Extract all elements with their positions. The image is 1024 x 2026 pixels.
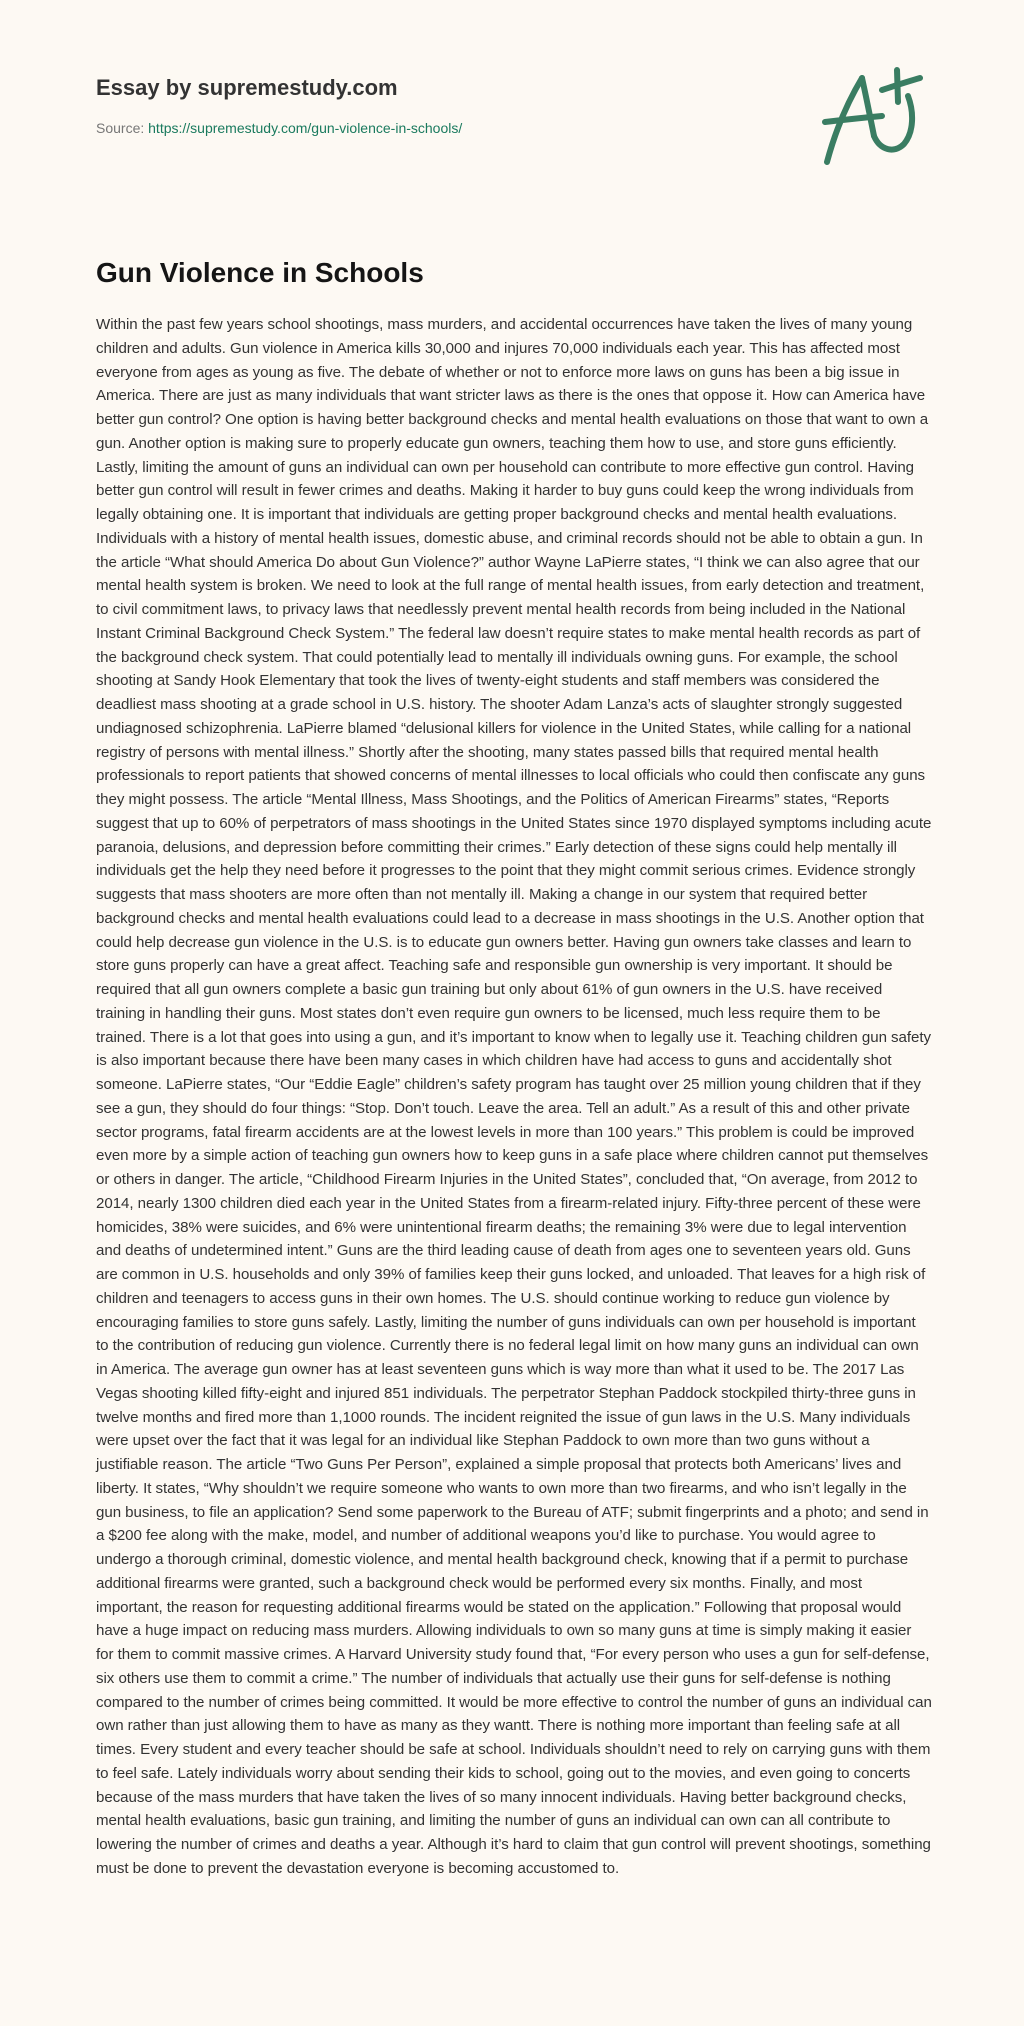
article-title: Gun Violence in Schools bbox=[96, 257, 424, 288]
a-plus-grade-icon bbox=[822, 66, 930, 170]
source-link[interactable]: https://supremestudy.com/gun-violence-in-schools/ bbox=[148, 120, 463, 136]
source-line bbox=[96, 119, 796, 137]
site-title: Essay by supremestudy.com bbox=[96, 75, 398, 100]
essay-article bbox=[96, 255, 932, 1881]
article-body: Within the past few years school shootings, mass murders, and accidental occurrences have taken the lives of many young children and adults. Gun violence in America kills 30,000 and injures 70,000 individuals each year. This has affected most everyone from ages as young as five. The debate of whether or not to enforce more laws on guns has been a big issue in America. There are just as many individuals that want stricter laws as there is the ones that oppose it. How can America have better gun control? One option is having better background checks and mental health evaluations on those that want to own a gun. Another option is making sure to properly educate gun owners, teaching them how to use, and store guns efficiently. Lastly, limiting the amount of guns an individual can own per household can contribute to more effective gun control. Having better gun control will result in fewer crimes and deaths. Making it harder to buy guns could keep the wrong individuals from legally obtaining one. It is important that individuals are getting proper background checks and mental health evaluations. Individuals with a history of mental health issues, domestic abuse, and criminal records should not be able to obtain a gun. In the article “What should America Do about Gun Violence?” author Wayne LaPierre states, “I think we can also agree that our mental health system is broken. We need to look at the full range of mental health issues, from early detection and treatment, to civil commitment laws, to privacy laws that needlessly prevent mental health records from being included in the National Instant Criminal Background Check System.” The federal law doesn’t require states to make mental health records as part of the background check system. That could potentially lead to mentally ill individuals owning guns. For example, the school shooting at Sandy Hook Elementary that took the lives of twenty-eight students and staff members was considered the deadliest mass shooting at a grade school in U.S. history. The shooter Adam Lanza’s acts of slaughter strongly suggested undiagnosed schizophrenia. LaPierre blamed “delusional killers for violence in the United States, while calling for a national registry of persons with mental illness.” Shortly after the shooting, many states passed bills that required mental health professionals to report patients that showed concerns of mental illnesses to local officials who could then confiscate any guns they might possess. The article “Mental Illness, Mass Shootings, and the Politics of American Firearms” states, “Reports suggest that up to 60% of perpetrators of mass shootings in the United States since 1970 displayed symptoms including acute paranoia, delusions, and depression before committing their crimes.” Early detection of these signs could help mentally ill individuals get the help they need before it progresses to the point that they might commit serious crimes. Evidence strongly suggests that mass shooters are more often than not mentally ill. Making a change in our system that required better background checks and mental health evaluations could lead to a decrease in mass shootings in the U.S. Another option that could help decrease gun violence in the U.S. is to educate gun owners better. Having gun owners take classes and learn to store guns properly can have a great affect. Teaching safe and responsible gun ownership is very important. It should be required that all gun owners complete a basic gun training but only about 61% of gun owners in the U.S. have received training in handling their guns. Most states don’t even require gun owners to be licensed, much less require them to be trained. There is a lot that goes into using a gun, and it’s important to know when to legally use it. Teaching children gun safety is also important because there have been many cases in which children have had access to guns and accidentally shot someone. LaPierre states, “Our “Eddie Eagle” children’s safety program has taught over 25 million young children that if they see a gun, they should do four things: “Stop. Don’t touch. Leave the area. Tell an adult.” As a result of this and other private sector programs, fatal firearm accidents are at the lowest levels in more than 100 years.” This problem is could be improved even more by a simple action of teaching gun owners how to keep guns in a safe place where children cannot put themselves or others in danger. The article, “Childhood Firearm Injuries in the United States”, concluded that, “On average, from 2012 to 2014, nearly 1300 children died each year in the United States from a firearm-related injury. Fifty-three percent of these were homicides, 38% were suicides, and 6% were unintentional firearm deaths; the remaining 3% were due to legal intervention and deaths of undetermined intent.” Guns are the third leading cause of death from ages one to seventeen years old. Guns are common in U.S. households and only 39% of families keep their guns locked, and unloaded. That leaves for a high risk of children and teenagers to access guns in their own homes. The U.S. should continue working to reduce gun violence by encouraging families to store guns safely. Lastly, limiting the number of guns individuals can own per household is important to the contribution of reducing gun violence. Currently there is no federal legal limit on how many guns an individual can own in America. The average gun owner has at least seventeen guns which is way more than what it used to be. The 2017 Las Vegas shooting killed fifty-eight and injured 851 individuals. The perpetrator Stephan Paddock stockpiled thirty-three guns in twelve months and fired more than 1,1000 rounds. The incident reignited the issue of gun laws in the U.S. Many individuals were upset over the fact that it was legal for an individual like Stephan Paddock to own more than two guns without a justifiable reason. The article “Two Guns Per Person”, explained a simple proposal that protects both Americans’ lives and liberty. It states, “Why shouldn’t we require someone who wants to own more than two firearms, and who isn’t legally in the gun business, to file an application? Send some paperwork to the Bureau of ATF; submit fingerprints and a photo; and send in a $200 fee along with the make, model, and number of additional weapons you’d like to purchase. You would agree to undergo a thorough criminal, domestic violence, and mental health background check, knowing that if a permit to purchase additional firearms were granted, such a background check would be performed every six months. Finally, and most important, the reason for requesting additional firearms would be stated on the application.” Following that proposal would have a huge impact on reducing mass murders. Allowing individuals to own so many guns at time is simply making it easier for them to commit massive crimes. A Harvard University study found that, “For every person who uses a gun for self-defense, six others use them to commit a crime.” The number of individuals that actually use their guns for self-defense is nothing compared to the number of crimes being committed. It would be more effective to control the number of guns an individual can own rather than just allowing them to have as many as they wantt. There is nothing more important than feeling safe at all times. Every student and every teacher should be safe at school. Individuals shouldn’t need to rely on carrying guns with them to feel safe. Lately individuals worry about sending their kids to school, going out to the movies, and even going to concerts because of the mass murders that have taken the lives of so many innocent individuals. Having better background checks, mental health evaluations, basic gun training, and limiting the number of guns an individual can own can all contribute to lowering the number of crimes and deaths a year. Although it’s hard to claim that gun control will prevent shootings, something must be done to prevent the devastation everyone is becoming accustomed to. bbox=[96, 316, 932, 1877]
essay-header bbox=[96, 74, 796, 137]
source-label: Source: bbox=[96, 120, 149, 136]
